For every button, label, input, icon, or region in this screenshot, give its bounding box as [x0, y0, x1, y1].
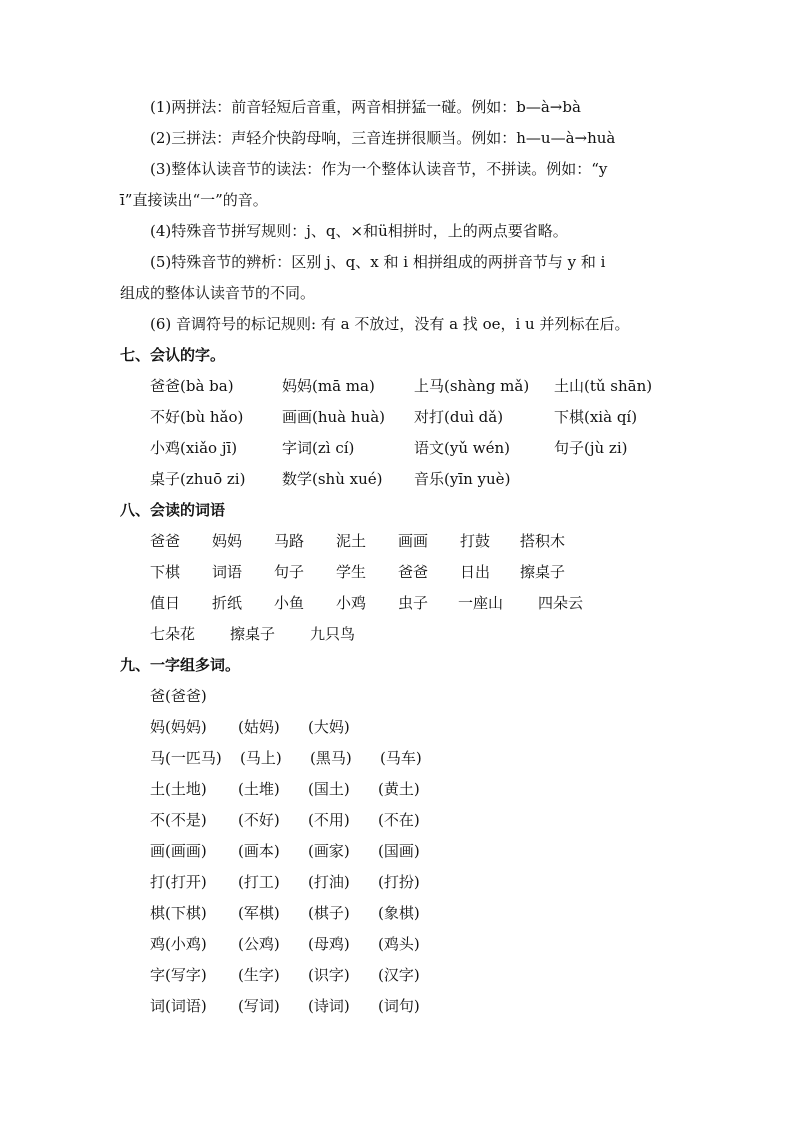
- section-9-title: 九、一字组多词。: [120, 656, 241, 674]
- s7-word: 小鸡(xiǎo jī): [150, 439, 238, 457]
- s9-word: (画家): [308, 842, 350, 860]
- s8-word: 爸爸: [150, 532, 181, 550]
- s9-main: 棋(下棋): [150, 904, 207, 922]
- s9-word: (打工): [238, 873, 280, 891]
- s7-word: 音乐(yīn yuè): [414, 470, 511, 488]
- s9-main: 爸(爸爸): [150, 687, 207, 705]
- s9-word: (词句): [378, 997, 420, 1015]
- s9-main: 词(词语): [150, 997, 207, 1015]
- s9-word: (诗词): [308, 997, 350, 1015]
- s8-word: 爸爸: [398, 563, 429, 581]
- s7-word: 句子(jù zi): [554, 439, 628, 457]
- s7-word: 对打(duì dǎ): [414, 408, 504, 426]
- rule-two-spell: (1)两拼法：前音轻短后音重，两音相拼猛一碰。例如：b—à→bà: [150, 98, 581, 116]
- s7-word: 字词(zì cí): [282, 439, 355, 457]
- s8-word: 打鼓: [460, 532, 491, 550]
- s7-word: 语文(yǔ wén): [414, 439, 510, 457]
- rule-special-spelling: (4)特殊音节拼写规则：j、q、×和ü相拼时，上的两点要省略。: [150, 222, 568, 240]
- s9-word: (公鸡): [238, 935, 280, 953]
- s8-word: 七朵花: [150, 625, 196, 643]
- s9-word: (不好): [238, 811, 280, 829]
- s9-main: 土(土地): [150, 780, 207, 798]
- s9-main: 马(一匹马): [150, 749, 222, 767]
- s9-word: (马上): [240, 749, 282, 767]
- s9-word: (画本): [238, 842, 280, 860]
- s9-word: (马车): [380, 749, 422, 767]
- rule-tone-mark: (6) 音调符号的标记规则: 有 a 不放过，没有 a 找 oe，i u 并列标在后。: [150, 315, 630, 333]
- s9-main: 字(写字): [150, 966, 207, 984]
- s9-word: (不在): [378, 811, 420, 829]
- s8-word: 擦桌子: [520, 563, 566, 581]
- s8-word: 虫子: [398, 594, 429, 612]
- s9-word: (识字): [308, 966, 350, 984]
- s8-word: 画画: [398, 532, 429, 550]
- s9-word: (母鸡): [308, 935, 350, 953]
- section-7-title: 七、会认的字。: [120, 346, 226, 364]
- s7-word: 爸爸(bà ba): [150, 377, 234, 395]
- s8-word: 折纸: [212, 594, 243, 612]
- s7-word: 下棋(xià qí): [554, 408, 638, 426]
- rule-whole-syllable-cont: ī”直接读出“一”的音。: [120, 191, 268, 209]
- section-8-title: 八、会读的词语: [120, 501, 226, 519]
- s8-word: 搭积木: [520, 532, 566, 550]
- s9-word: (汉字): [378, 966, 420, 984]
- s7-word: 上马(shàng mǎ): [414, 377, 530, 395]
- s9-word: (黑马): [310, 749, 352, 767]
- s9-word: (军棋): [238, 904, 280, 922]
- s9-main: 鸡(小鸡): [150, 935, 207, 953]
- s8-word: 擦桌子: [230, 625, 276, 643]
- s9-main: 打(打开): [150, 873, 207, 891]
- s8-word: 下棋: [150, 563, 181, 581]
- s9-word: (棋子): [308, 904, 350, 922]
- s8-word: 四朵云: [538, 594, 584, 612]
- s8-word: 马路: [274, 532, 305, 550]
- s7-word: 妈妈(mā ma): [282, 377, 375, 395]
- s9-word: (大妈): [308, 718, 350, 736]
- s9-word: (姑妈): [238, 718, 280, 736]
- s9-word: (土堆): [238, 780, 280, 798]
- s8-word: 学生: [336, 563, 367, 581]
- s9-main: 妈(妈妈): [150, 718, 207, 736]
- s7-word: 数学(shù xué): [282, 470, 383, 488]
- s9-word: (写词): [238, 997, 280, 1015]
- s7-word: 桌子(zhuō zi): [150, 470, 246, 488]
- s9-word: (鸡头): [378, 935, 420, 953]
- s9-main: 不(不是): [150, 811, 207, 829]
- s9-word: (国土): [308, 780, 350, 798]
- s8-word: 小鱼: [274, 594, 305, 612]
- s9-main: 画(画画): [150, 842, 207, 860]
- s8-word: 泥土: [336, 532, 367, 550]
- rule-three-spell: (2)三拼法：声轻介快韵母响，三音连拼很顺当。例如：h—u—à→huà: [150, 129, 616, 147]
- s8-word: 日出: [460, 563, 491, 581]
- s9-word: (象棋): [378, 904, 420, 922]
- rule-special-distinction: (5)特殊音节的辨析：区别 j、q、x 和 i 相拼组成的两拼音节与 y 和 i: [150, 253, 606, 271]
- s9-word: (生字): [238, 966, 280, 984]
- s9-word: (打扮): [378, 873, 420, 891]
- s9-word: (不用): [308, 811, 350, 829]
- s9-word: (黄土): [378, 780, 420, 798]
- s9-word: (打油): [308, 873, 350, 891]
- s8-word: 妈妈: [212, 532, 243, 550]
- s9-word: (国画): [378, 842, 420, 860]
- s7-word: 画画(huà huà): [282, 408, 386, 426]
- s8-word: 一座山: [458, 594, 504, 612]
- rule-whole-syllable: (3)整体认读音节的读法：作为一个整体认读音节，不拼读。例如：“y: [150, 160, 608, 178]
- s8-word: 九只鸟: [310, 625, 356, 643]
- s8-word: 句子: [274, 563, 305, 581]
- s8-word: 小鸡: [336, 594, 367, 612]
- s7-word: 土山(tǔ shān): [554, 377, 653, 395]
- s8-word: 值日: [150, 594, 181, 612]
- s8-word: 词语: [212, 563, 243, 581]
- s7-word: 不好(bù hǎo): [150, 408, 244, 426]
- rule-special-distinction-cont: 组成的整体认读音节的不同。: [120, 284, 316, 302]
